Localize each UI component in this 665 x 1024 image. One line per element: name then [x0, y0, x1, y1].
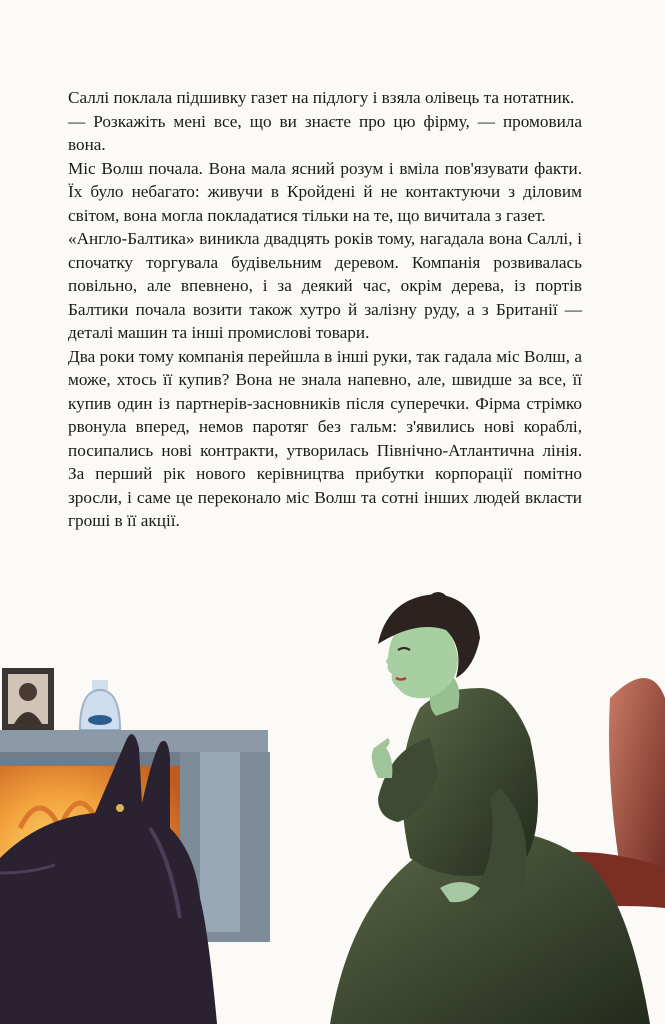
woman-figure: [330, 592, 650, 1024]
paragraph-1: Саллі поклала підшивку газет на підлогу і взяла олівець та нотатник.: [68, 88, 575, 107]
framed-portrait: [2, 668, 54, 730]
paragraph-2: — Розкажіть мені все, що ви знаєте про цю фірму, — промовила вона.: [68, 111, 582, 154]
paragraph-5: Два роки тому компанія перейшла в інші руки, так гадала міс Волш, а може, хтось її купив? Вона не знала напевно, але, швидше за все, її купив один із партнерів-засновників після суперечки. Фірма стрімко рвонула вперед, немов паротяг без гальм: з'явились нові кораблі, посипались нові контракти, утворилась Північно-Атлантична лінія. За перший рік нового керівництва прибутки корпорації помітно зросли, і саме це переконало міс Волш та сотні інших людей вкласти гроші в її акції.: [68, 346, 582, 530]
glass-jar: [80, 680, 120, 730]
illustration: [0, 588, 665, 1024]
paragraph-3: Міс Волш почала. Вона мала ясний розум і вміла пов'язувати факти. Їх було небагато: живучи в Кройдені й не контактуючи з діловим світом, вона могла покладатися тільки на те, що вичитала з газет.: [68, 158, 582, 225]
paragraph-4: «Англо-Балтика» виникла двадцять років тому, нагадала вона Саллі, і спочатку торгувала будівельним деревом. Компанія розвивалась повільно, але впевнено, і за деякий час, окрім дерева, із портів Балтики почала возити також хутро й залізну руду, а з Британії — деталі машин та інші промислові товари.: [68, 229, 582, 342]
page-text: [68, 86, 582, 533]
